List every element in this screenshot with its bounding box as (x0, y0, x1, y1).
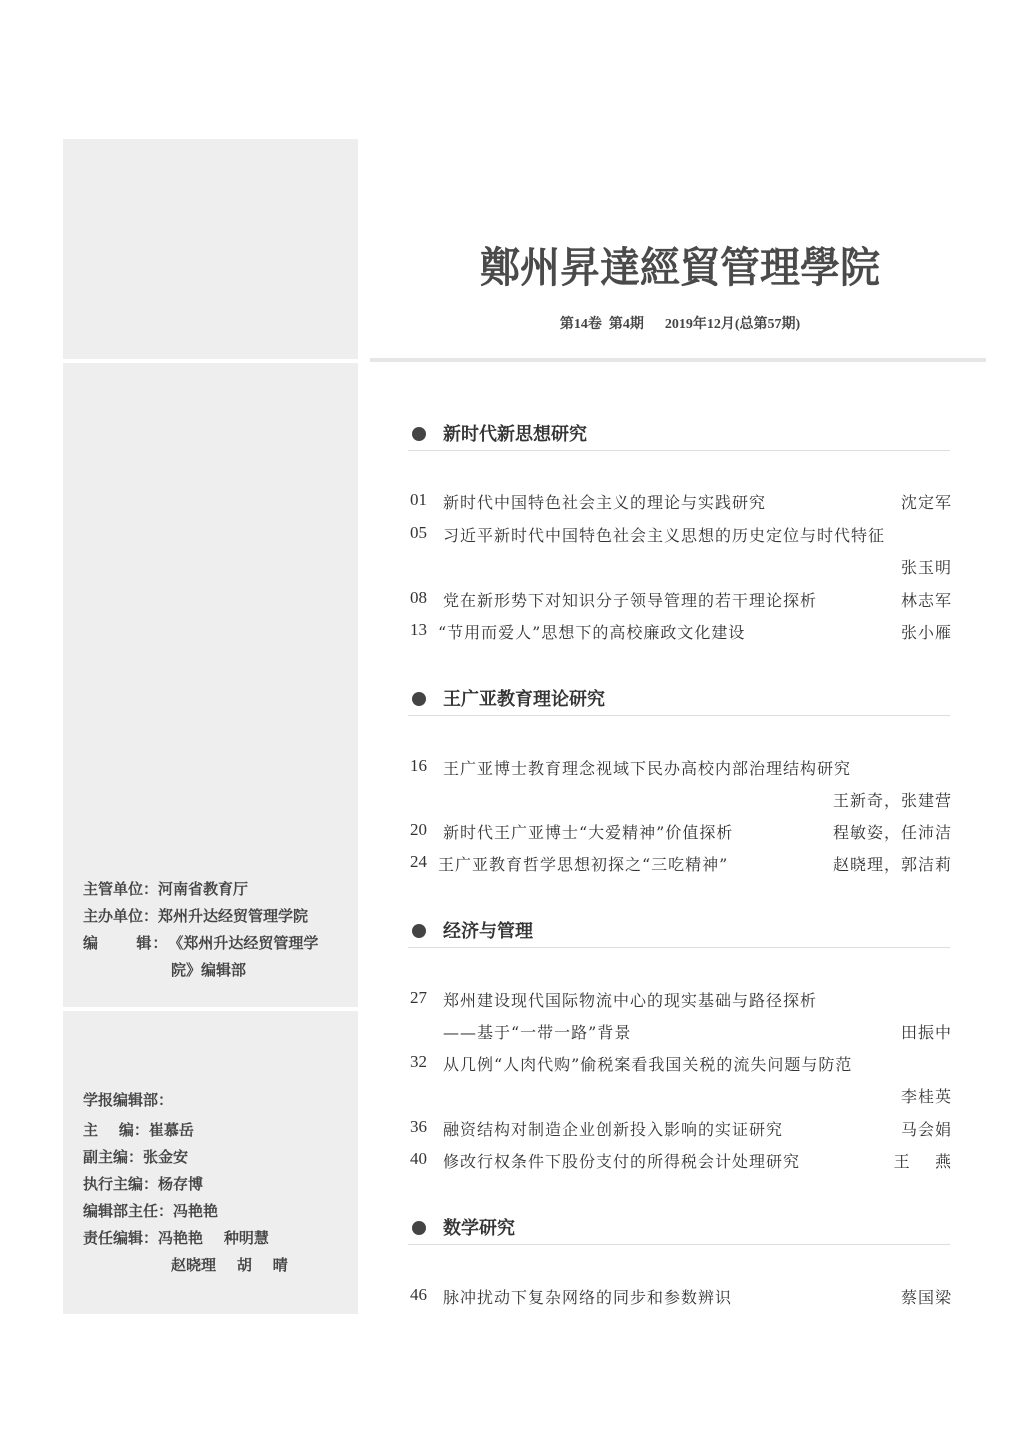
journal-title: 鄭州昇達經貿管理學院 (480, 242, 880, 293)
editor-label: 编 辑： (83, 934, 169, 952)
article-author: 蔡国梁 (900, 1288, 952, 1307)
article-title: 修改行权条件下股份支付的所得税会计处理研究 (443, 1152, 801, 1171)
toc-entry[interactable] (410, 988, 952, 1012)
editorial-heading: 学报编辑部： (83, 1091, 174, 1109)
page-number: 16 (410, 756, 427, 775)
organizer-label: 主办单位： (83, 907, 159, 925)
masthead-divider (370, 358, 986, 362)
executive-editor-value: 杨存博 (158, 1175, 204, 1193)
article-title: 郑州建设现代国际物流中心的现实基础与路径探析 (443, 991, 818, 1010)
page-number: 36 (410, 1117, 427, 1136)
toc-entry[interactable] (410, 820, 952, 844)
sponsor-label: 主管单位： (83, 880, 159, 898)
article-title: 新时代王广亚博士“大爱精神”价值探析 (443, 823, 734, 842)
editorial-staff (83, 1087, 342, 1279)
page-number: 20 (410, 820, 427, 839)
page-number: 32 (410, 1052, 427, 1071)
sidebar-top-panel (63, 139, 358, 359)
toc-entry-author-line (410, 555, 952, 579)
section-title: 新时代新思想研究 (443, 424, 587, 445)
executive-editor-row (83, 1171, 342, 1198)
deputy-editor-label: 副主编： (83, 1148, 144, 1166)
section-header (408, 1214, 950, 1245)
publisher-info (83, 876, 342, 984)
responsible-editor-continued: 赵晓理 胡 晴 (171, 1256, 288, 1274)
toc-entry[interactable] (410, 1117, 952, 1141)
issue-info: 第14卷 第4期 2019年12月(总第57期) (559, 317, 801, 332)
responsible-editor-label: 责任编辑： (83, 1229, 159, 1247)
executive-editor-label: 执行主编： (83, 1175, 159, 1193)
chief-editor-value: 崔慕岳 (148, 1121, 194, 1139)
article-author: 张小雁 (900, 623, 952, 642)
article-author: 马会娟 (900, 1120, 952, 1139)
article-author: 程敏姿，任沛洁 (832, 823, 952, 842)
deputy-editor-value: 张金安 (143, 1148, 189, 1166)
article-author: 王 燕 (893, 1152, 952, 1171)
page-number: 08 (410, 588, 427, 607)
section-title: 王广亚教育理论研究 (443, 689, 605, 710)
article-title: “节用而爱人”思想下的高校廉政文化建设 (438, 623, 746, 642)
article-author: 沈定军 (900, 493, 952, 512)
editor-value: 《郑州升达经贸管理学 (168, 934, 319, 952)
article-author: 王新奇，张建营 (832, 791, 952, 810)
article-title: 党在新形势下对知识分子领导管理的若干理论探析 (443, 591, 818, 610)
bullet-icon (412, 692, 426, 706)
page-number: 27 (410, 988, 427, 1007)
toc-entry[interactable] (410, 588, 952, 612)
office-director-label: 编辑部主任： (83, 1202, 174, 1220)
toc-entry[interactable] (410, 852, 952, 876)
chief-editor-label: 主 编： (83, 1121, 149, 1139)
article-subtitle: ——基于“一带一路”背景 (443, 1023, 632, 1042)
section-title: 数学研究 (443, 1218, 515, 1239)
section-header (408, 685, 950, 716)
article-author: 赵晓理，郭洁莉 (832, 855, 952, 874)
sidebar-bottom-panel (63, 1011, 358, 1314)
section-header (408, 420, 950, 451)
article-title: 习近平新时代中国特色社会主义思想的历史定位与时代特征 (443, 526, 886, 545)
article-title: 融资结构对制造企业创新投入影响的实证研究 (443, 1120, 784, 1139)
organizer-row (83, 903, 342, 930)
page-number: 46 (410, 1285, 427, 1304)
section-header (408, 917, 950, 948)
article-author: 张玉明 (900, 558, 952, 577)
toc-entry[interactable] (410, 620, 952, 644)
toc-entry-subtitle-line (410, 1020, 952, 1044)
toc-entry[interactable] (410, 1285, 952, 1309)
page-number: 40 (410, 1149, 427, 1168)
bullet-icon (412, 427, 426, 441)
sidebar-middle-panel (63, 363, 358, 1007)
bullet-icon (412, 1221, 426, 1235)
toc-entry[interactable] (410, 1149, 952, 1173)
toc-entry-author-line (410, 788, 952, 812)
toc-entry-author-line (410, 1084, 952, 1108)
article-author: 李桂英 (900, 1087, 952, 1106)
sponsor-row (83, 876, 342, 903)
article-author: 林志军 (900, 591, 952, 610)
responsible-editor-value: 冯艳艳 种明慧 (158, 1229, 269, 1247)
toc-entry[interactable] (410, 1052, 952, 1076)
office-director-row (83, 1198, 342, 1225)
toc-entry[interactable] (410, 523, 952, 547)
chief-editor-row (83, 1117, 342, 1144)
section-title: 经济与管理 (443, 921, 533, 942)
article-title: 从几例“人肉代购”偷税案看我国关税的流失问题与防范 (443, 1055, 853, 1074)
article-title: 新时代中国特色社会主义的理论与实践研究 (443, 493, 767, 512)
editor-row (83, 930, 342, 957)
toc-entry[interactable] (410, 490, 952, 514)
article-title: 王广亚博士教育理念视域下民办高校内部治理结构研究 (443, 759, 852, 778)
editor-value-continued: 院》编辑部 (171, 961, 247, 979)
toc-entry[interactable] (410, 756, 952, 780)
page-number: 05 (410, 523, 427, 542)
article-author: 田振中 (900, 1023, 952, 1042)
page-number: 24 (410, 852, 427, 871)
office-director-value: 冯艳艳 (173, 1202, 219, 1220)
sponsor-value: 河南省教育厅 (158, 880, 249, 898)
article-title: 脉冲扰动下复杂网络的同步和参数辨识 (443, 1288, 733, 1307)
responsible-editor-row (83, 1225, 342, 1252)
bullet-icon (412, 924, 426, 938)
page-number: 13 (410, 620, 427, 639)
page-number: 01 (410, 490, 427, 509)
deputy-editor-row (83, 1144, 342, 1171)
organizer-value: 郑州升达经贸管理学院 (158, 907, 309, 925)
article-title: 王广亚教育哲学思想初探之“三吃精神” (438, 855, 729, 874)
